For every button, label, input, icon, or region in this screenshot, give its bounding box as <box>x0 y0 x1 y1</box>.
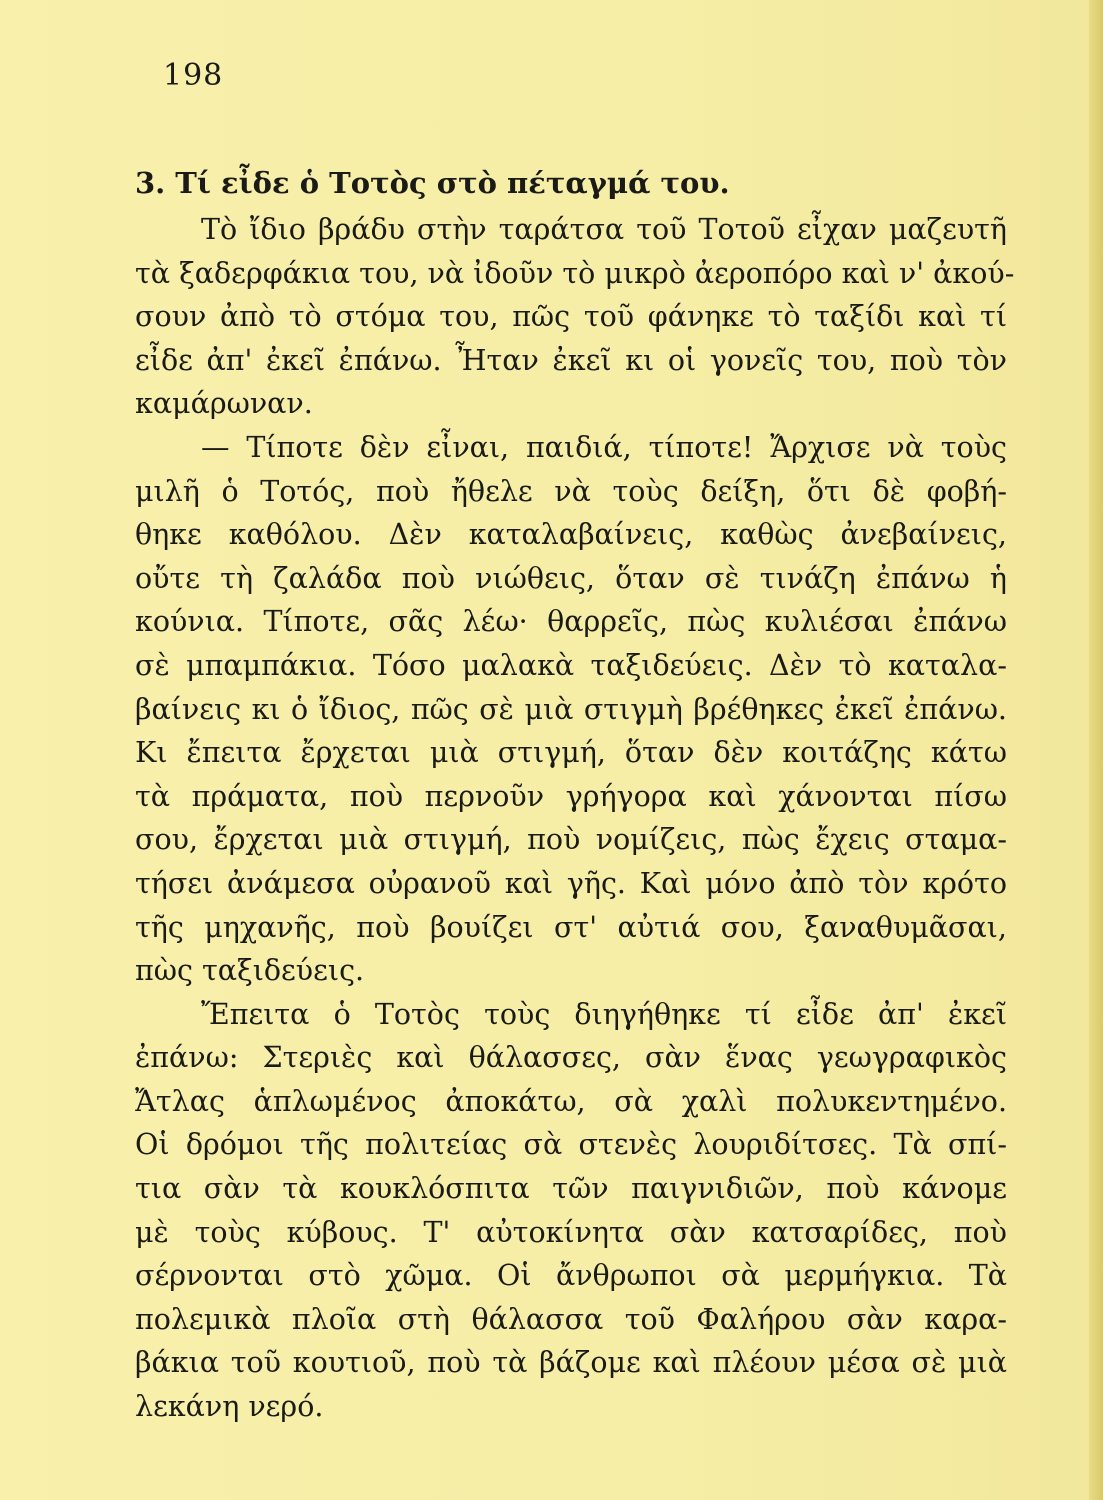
text-line: πολεμικὰ πλοῖα στὴ θάλασσα τοῦ Φαλήρου σὰν καρα- <box>135 1302 1007 1336</box>
text-line: λεκάνη νερό. <box>135 1390 324 1424</box>
text-line: θηκε καθόλου. Δὲν καταλαβαίνεις, καθὼς ἀνεβαίνεις, <box>135 518 1007 552</box>
text-line: οὔτε τὴ ζαλάδα ποὺ νιώθεις, ὅταν σὲ τινάζη ἐπάνω ἡ <box>135 561 1007 595</box>
page-number: 198 <box>163 58 224 93</box>
text-line: ἐπάνω: Στεριὲς καὶ θάλασσες, σὰν ἕνας γεωγραφικὸς <box>135 1041 1007 1075</box>
text-line: Τὸ ἴδιο βράδυ στὴν ταράτσα τοῦ Τοτοῦ εἶχαν μαζευτῆ <box>201 213 1007 246</box>
section-heading <box>135 166 730 200</box>
text-line: τὰ ξαδερφάκια του, νὰ ἰδοῦν τὸ μικρὸ ἀεροπόρο καὶ ν' ἀκού- <box>135 256 1015 290</box>
text-line: μιλῆ ὁ Τοτός, ποὺ ἤθελε νὰ τοὺς δείξη, ὅτι δὲ φοβή- <box>135 474 1007 508</box>
text-line: τὰ πράματα, ποὺ περνοῦν γρήγορα καὶ χάνονται πίσω <box>135 779 1007 813</box>
text-line: βάκια τοῦ κουτιοῦ, ποὺ τὰ βάζομε καὶ πλέουν μέσα σὲ μιὰ <box>135 1346 1007 1380</box>
text-line: μὲ τοὺς κύβους. Τ' αὐτοκίνητα σὰν κατσαρίδες, ποὺ <box>135 1215 1007 1249</box>
text-line: βαίνεις κι ὁ ἴδιος, πῶς σὲ μιὰ στιγμὴ βρέθηκες ἐκεῖ ἐπάνω. <box>135 692 1007 726</box>
section-title: Τί εἶδε ὁ Τοτὸς στὸ πέταγμά του. <box>175 166 730 200</box>
text-line: Οἱ δρόμοι τῆς πολιτείας σὰ στενὲς λουριδίτσες. Τὰ σπί- <box>135 1128 1007 1162</box>
section-number: 3. <box>135 166 166 200</box>
page-edge-shadow <box>1089 0 1103 1500</box>
text-line: σου, ἔρχεται μιὰ στιγμή, ποὺ νομίζεις, πὼς ἔχεις σταμα- <box>135 823 1007 857</box>
text-line: σέρνονται στὸ χῶμα. Οἱ ἄνθρωποι σὰ μερμήγκια. Τὰ <box>135 1259 1007 1293</box>
body-text <box>135 208 1015 1429</box>
text-line: Ἄτλας ἁπλωμένος ἀποκάτω, σὰ χαλὶ πολυκεντημένο. <box>135 1084 1007 1118</box>
text-line: σουν ἀπὸ τὸ στόμα του, πῶς τοῦ φάνηκε τὸ ταξίδι καὶ τί <box>135 300 1007 334</box>
text-line: τήσει ἀνάμεσα οὐρανοῦ καὶ γῆς. Καὶ μόνο ἀπὸ τὸν κρότο <box>135 866 1007 900</box>
text-line: εἶδε ἀπ' ἐκεῖ ἐπάνω. Ἦταν ἐκεῖ κι οἱ γονεῖς του, ποὺ τὸν <box>135 343 1007 377</box>
text-line: κούνια. Τίποτε, σᾶς λέω· θαρρεῖς, πὼς κυλιέσαι ἐπάνω <box>135 605 1007 639</box>
text-line: πὼς ταξιδεύεις. <box>135 954 365 988</box>
text-line: — Τίποτε δὲν εἶναι, παιδιά, τίποτε! Ἄρχισε νὰ τοὺς <box>201 430 1007 464</box>
text-line: σὲ μπαμπάκια. Τόσο μαλακὰ ταξιδεύεις. Δὲν τὸ καταλα- <box>135 648 1007 682</box>
text-line: καμάρωναν. <box>135 387 313 421</box>
text-line: Κι ἔπειτα ἔρχεται μιὰ στιγμή, ὅταν δὲν κοιτάζης κάτω <box>135 736 1007 770</box>
text-line: Ἔπειτα ὁ Τοτὸς τοὺς διηγήθηκε τί εἶδε ἀπ' ἐκεῖ <box>201 997 1007 1031</box>
text-line: τια σὰν τὰ κουκλόσπιτα τῶν παιγνιδιῶν, ποὺ κάνομε <box>135 1172 1007 1206</box>
text-line: τῆς μηχανῆς, ποὺ βουίζει στ' αὐτιά σου, ξαναθυμᾶσαι, <box>135 910 1007 944</box>
